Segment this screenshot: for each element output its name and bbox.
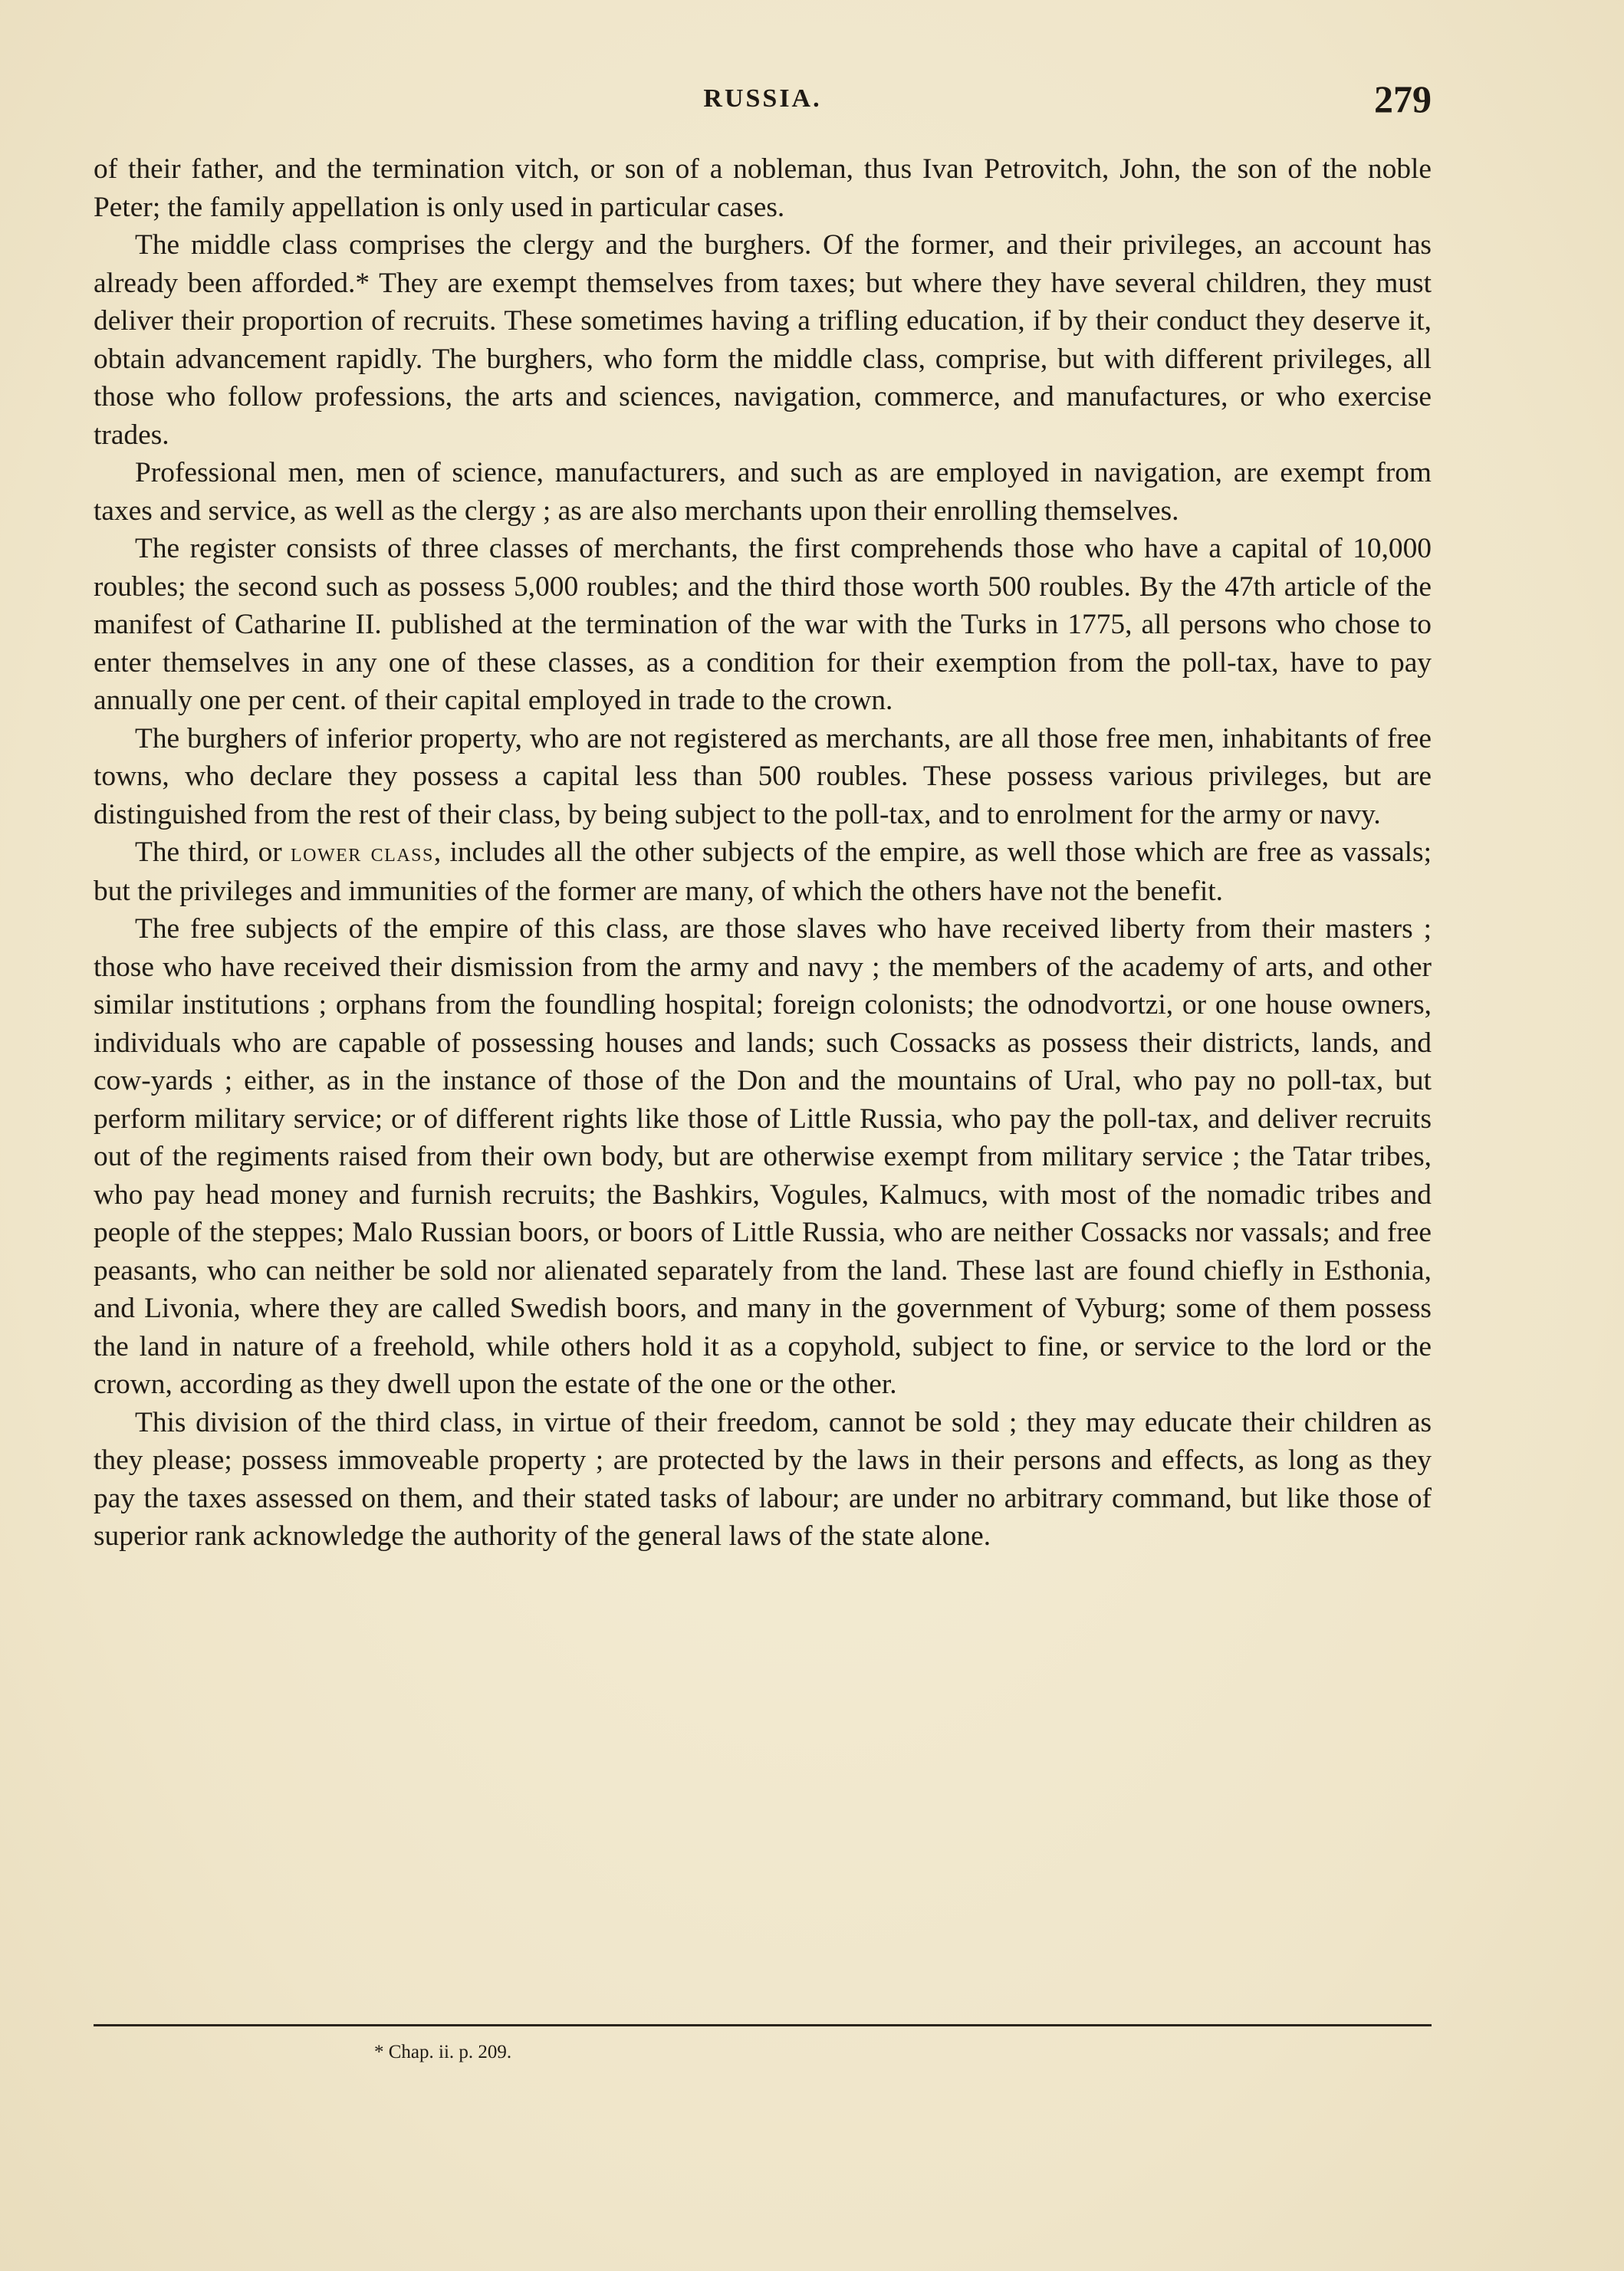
paragraph-text: The free subjects of the empire of this class, are those slaves who have received liberty from their masters ; those who have received their dismission from the army and navy ; the members of the academy of arts, and other similar institutions ; orphans from the foundling hospital; foreign colonists; the odnodvortzi, or one house owners, individuals who are capable of possessing houses and lands; such Cossacks as possess their districts, lands, and cow-yards ; either, as in the instance of those of the Don and the mountains of Ural, who pay no poll-tax, but perform military service; or of different rights like those of Little Russia, who pay the poll-tax, and deliver recruits out of the regiments raised from their own body, but are otherwise exempt from military service ; the Tatar tribes, who pay head money and furnish recruits; the Bashkirs, Vogules, Kalmucs, with most of the nomadic tribes and people of the steppes; Malo Russian boors, or boors of Little Russia, who are neither Cossacks nor vassals; and free peasants, who can neither be sold nor alienated separately from the land. These last are found chiefly in Esthonia, and Livonia, where they are called Swedish boors, and many in the government of Vyburg; some of them possess the land in nature of a freehold, while others hold it as a copyhold, subject to fine, or service to the lord or the crown, according as they dwell upon the estate of the one or the other. (94, 913, 1432, 1400)
paragraph-text: , includes all the other subjects of the empire, as well those which are free as vassals; but the privileges and immunities of the former are many, of which the others have not the benefit. (94, 836, 1432, 907)
paragraph (94, 720, 1432, 834)
paragraph (94, 910, 1432, 1404)
paragraph (94, 833, 1432, 910)
paragraph-text: The third, or (135, 836, 291, 868)
page-header (94, 77, 1432, 123)
page-number: 279 (1374, 77, 1432, 120)
paragraph (94, 1404, 1432, 1556)
footnote-rule (94, 2024, 1432, 2026)
running-title: RUSSIA. (703, 84, 822, 113)
paragraph-text: The burghers of inferior property, who are not registered as merchants, are all those free men, inhabitants of free towns, who declare they possess a capital less than 500 roubles. These possess various privileges, but are distinguished from the rest of their class, by being subject to the poll-tax, and to enrolment for the army or navy. (94, 722, 1432, 830)
paragraph (94, 226, 1432, 454)
footnote: * Chap. ii. p. 209. (374, 2042, 512, 2062)
paragraph-text: Professional men, men of science, manufacturers, and such as are employed in navigation, are exempt from taxes and service, as well as the clergy ; as are also merchants upon their enrolling themselves. (94, 457, 1432, 527)
paragraph-text: The register consists of three classes of merchants, the first comprehends those who have a capital of 10,000 roubles; the second such as possess 5,000 roubles; and the third those worth 500 roubles. By the 47th article of the manifest of Catharine II. published at the termination of the war with the Turks in 1775, all persons who chose to enter themselves in any one of these classes, as a condition for their exemption from the poll-tax, have to pay annually one per cent. of their capital employed in trade to the crown. (94, 533, 1432, 716)
paragraph-text: The middle class comprises the clergy and the burghers. Of the former, and their privileges, an account has already been afforded.* They are exempt themselves from taxes; but where they have several children, they must deliver their proportion of recruits. These sometimes having a trifling education, if by their conduct they deserve it, obtain advancement rapidly. The burghers, who form the middle class, comprise, but with different privileges, all those who follow professions, the arts and sciences, navigation, commerce, and manufactures, or who exercise trades. (94, 229, 1432, 451)
paragraph (94, 150, 1432, 226)
small-caps-term: lower class (290, 839, 434, 867)
paragraph-text: This division of the third class, in virtue of their freedom, cannot be sold ; they may educate their children as they please; possess immoveable property ; are protected by the laws in their persons and effects, as long as they pay the taxes assessed on them, and their stated tasks of labour; are under no arbitrary command, but like those of superior rank acknowledge the authority of the general laws of the state alone. (94, 1406, 1432, 1552)
paragraph (94, 454, 1432, 530)
body-text (94, 150, 1432, 1556)
paragraph-text: of their father, and the termination vitch, or son of a nobleman, thus Ivan Petrovitch, John, the son of the noble Peter; the family appellation is only used in particular cases. (94, 153, 1432, 223)
paragraph (94, 530, 1432, 720)
